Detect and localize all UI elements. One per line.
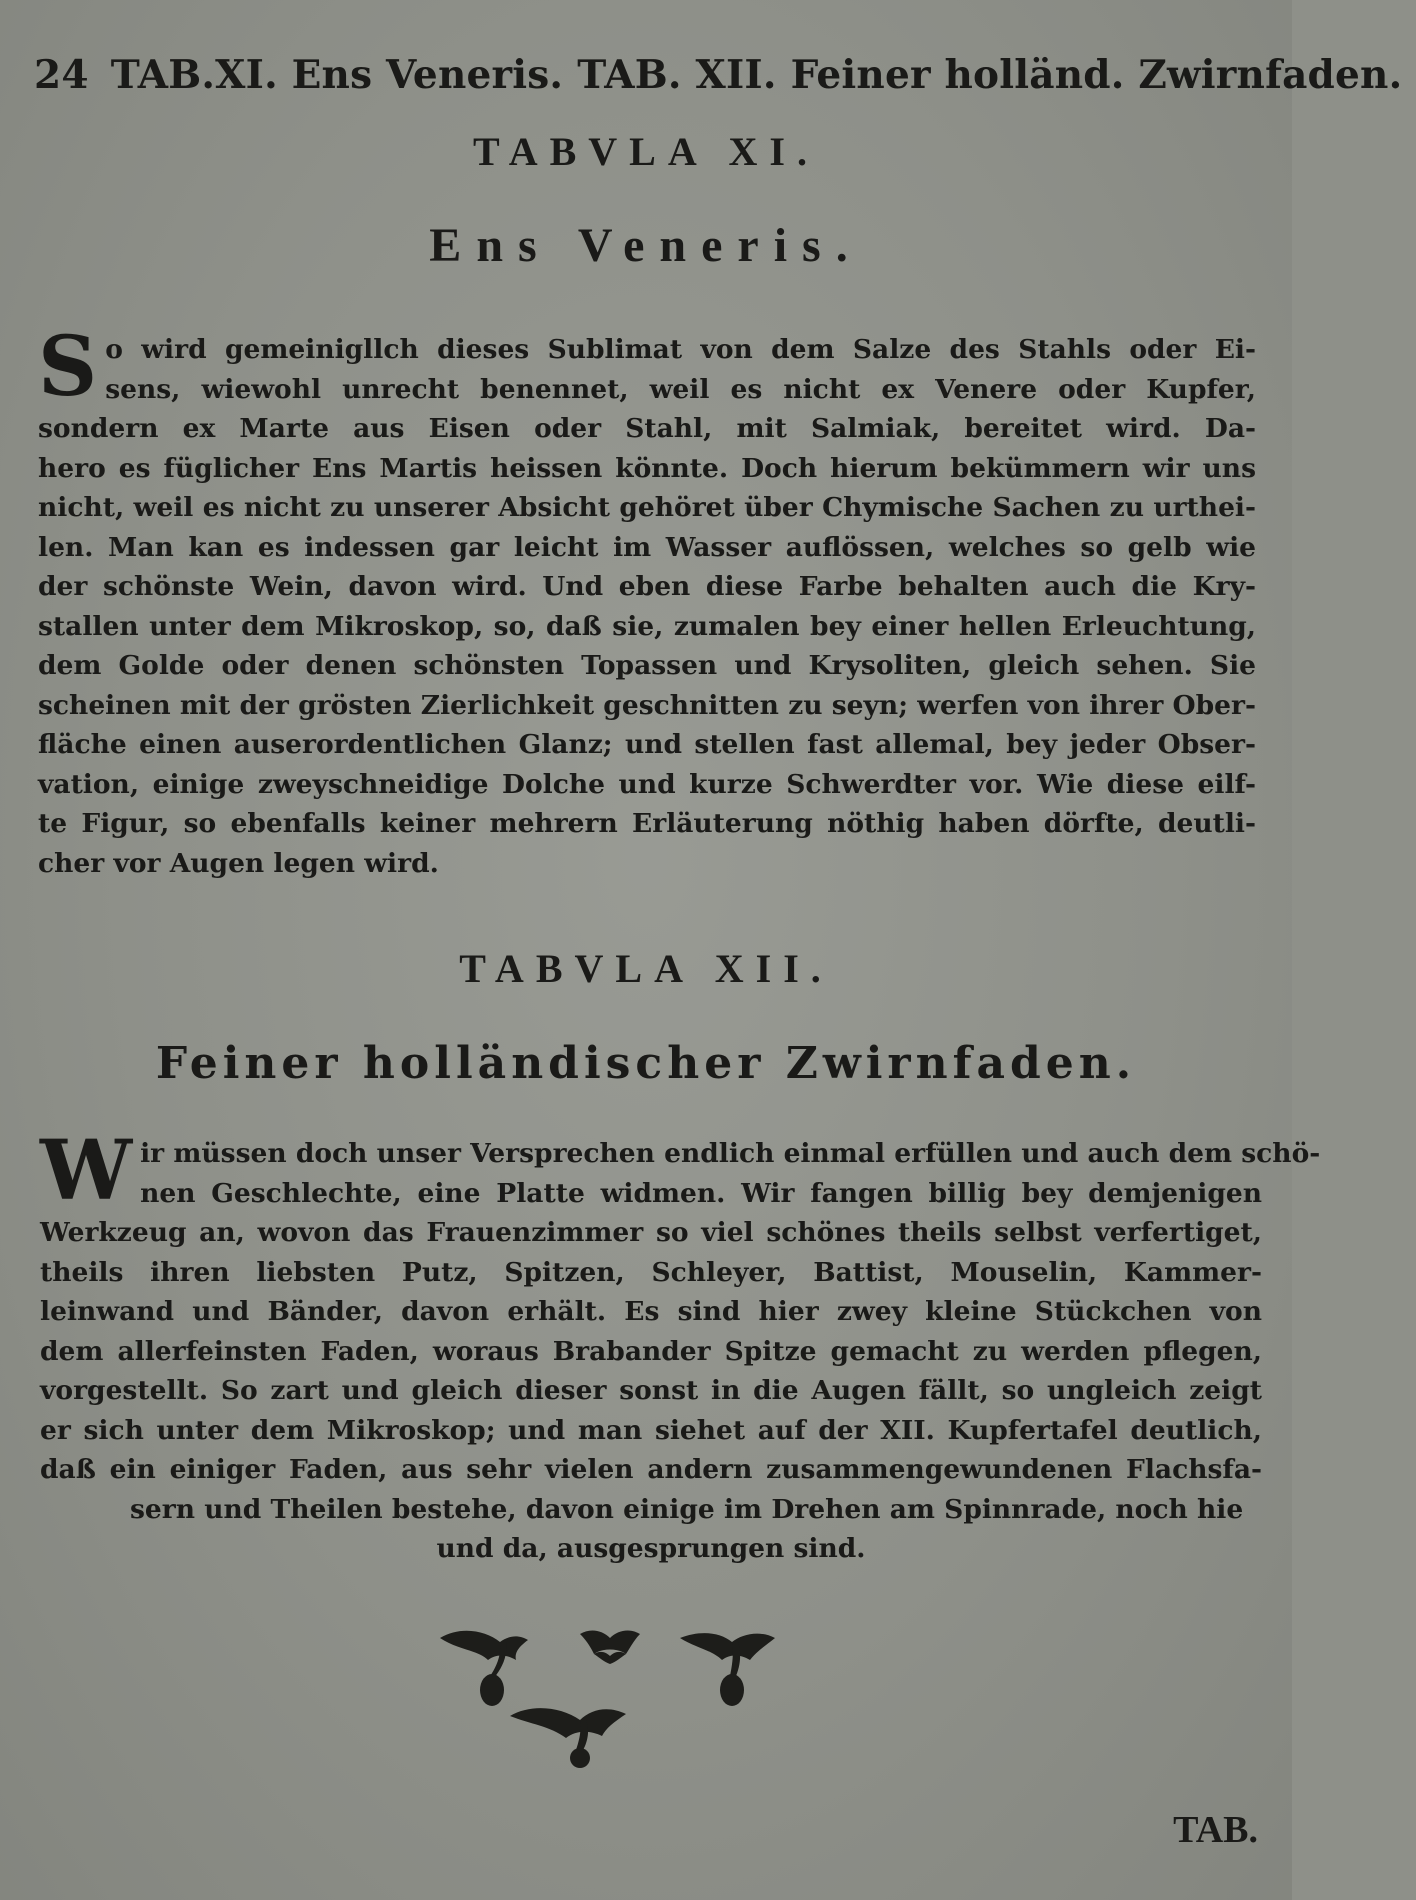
running-head-part-2: TAB. XII. xyxy=(577,52,777,98)
text-line: te Figur, so ebenfalls keiner mehrern Erläuterung nöthig haben dörfte, deutli- xyxy=(38,808,1256,839)
text-line: vation, einige zweyschneidige Dolche und kurze Schwerdter vor. Wie diese eilf- xyxy=(38,768,1256,800)
text-line: dem allerfeinsten Faden, woraus Brabander Spitze gemacht zu werden pflegen, xyxy=(40,1335,1262,1367)
running-head xyxy=(34,52,1403,98)
text-line: len. Man kan es indessen gar leicht im Wasser auflössen, welches so gelb wie xyxy=(38,531,1256,563)
running-head-part-3: Feiner holländ. Zwirnfaden. xyxy=(790,52,1403,98)
text-line: sondern ex Marte aus Eisen oder Stahl, mit Salmiak, bereitet wird. Da- xyxy=(38,413,1256,444)
catchword: TAB. xyxy=(1173,1809,1258,1851)
text-line: und da, ausgesprungen sind. xyxy=(436,1533,866,1564)
text-line: cher vor Augen legen wird. xyxy=(38,847,439,879)
text-line: fläche einen auserordentlichen Glanz; und stellen fast allemal, bey jeder Obser- xyxy=(38,729,1256,760)
section2-paragraph xyxy=(40,1123,1321,1569)
page-number: 24 xyxy=(34,52,89,98)
text-line: scheinen mit der grösten Zierlichkeit geschnitten zu seyn; werfen von ihrer Ober- xyxy=(38,689,1256,721)
text-line: daß ein einiger Faden, aus sehr vielen andern zusammengewundenen Flachsfa- xyxy=(40,1454,1262,1485)
text-line: o wird gemeinigllch dieses Sublimat von dem Salze des Stahls oder Ei- xyxy=(105,334,1256,365)
text-line: leinwand und Bänder, davon erhält. Es sind hier zwey kleine Stückchen von xyxy=(40,1296,1262,1327)
text-line: nen Geschlechte, eine Platte widmen. Wir fangen billig bey demjenigen xyxy=(140,1177,1262,1209)
section2-title: Feiner holländischer Zwirnfaden. xyxy=(155,1038,1137,1089)
section1-tabula: TABVLA XI. xyxy=(473,129,819,174)
text-line: sern und Theilen bestehe, davon einige im Drehen am Spinnrade, noch hie xyxy=(130,1493,1244,1525)
text-line: sens, wiewohl unrecht benennet, weil es nicht ex Venere oder Kupfer, xyxy=(105,373,1256,405)
ornament-vignette xyxy=(430,1620,880,1770)
text-line: vorgestellt. So zart und gleich dieser sonst in die Augen fällt, so ungleich zeigt xyxy=(40,1375,1262,1406)
running-head-part-1: TAB.XI. Ens Veneris. xyxy=(110,52,564,98)
section2-tabula: TABVLA XII. xyxy=(459,946,833,991)
text-line: theils ihren liebsten Putz, Spitzen, Schleyer, Battist, Mouselin, Kammer- xyxy=(40,1256,1262,1288)
text-line: hero es füglicher Ens Martis heissen könnte. Doch hierum bekümmern wir uns xyxy=(38,452,1256,484)
section2-dropcap: W xyxy=(40,1123,133,1219)
text-line: nicht, weil es nicht zu unserer Absicht gehöret über Chymische Sachen zu urthei- xyxy=(38,492,1256,523)
text-line: er sich unter dem Mikroskop; und man siehet auf der XII. Kupfertafel deutlich, xyxy=(40,1414,1262,1446)
section1-paragraph xyxy=(38,319,1256,883)
section1-title: Ens Veneris. xyxy=(429,219,863,272)
text-line: dem Golde oder denen schönsten Topassen und Krysoliten, gleich sehen. Sie xyxy=(38,650,1256,681)
text-line: der schönste Wein, davon wird. Und eben diese Farbe behalten auch die Kry- xyxy=(38,571,1256,602)
section1-dropcap: S xyxy=(38,319,98,415)
text-line: ir müssen doch unser Versprechen endlich einmal erfüllen und auch dem schö- xyxy=(140,1138,1321,1169)
text-line: stallen unter dem Mikroskop, so, daß sie, zumalen bey einer hellen Erleuchtung, xyxy=(38,610,1256,642)
text-line: Werkzeug an, wovon das Frauenzimmer so viel schönes theils selbst verfertiget, xyxy=(40,1217,1262,1248)
